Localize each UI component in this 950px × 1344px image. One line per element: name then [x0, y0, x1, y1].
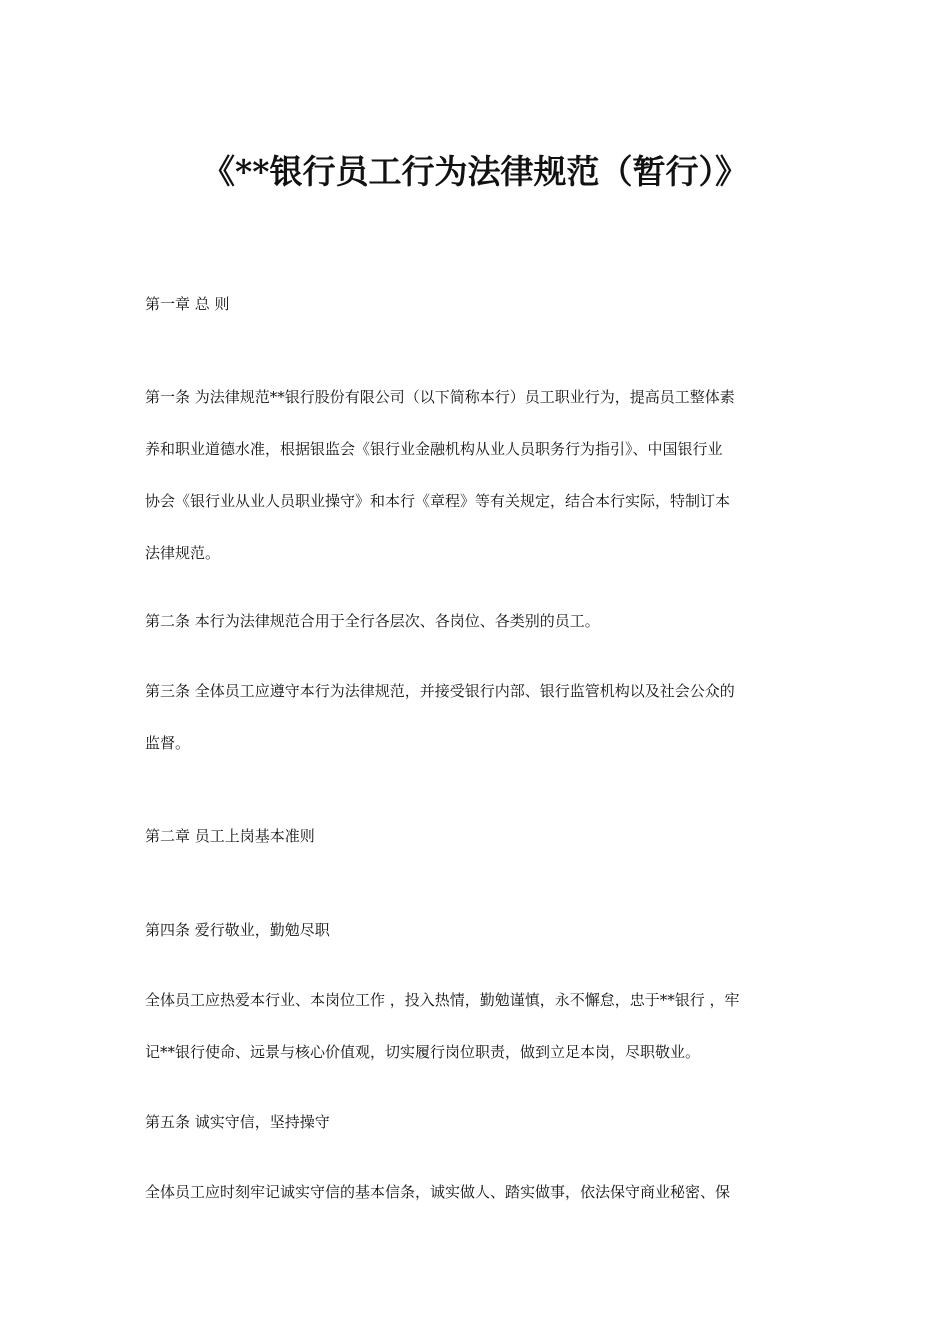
article-4-line-1: 全体员工应热爱本行业、本岗位工作 ，投入热情，勤勉谨慎，永不懈怠，忠于**银行 ，牢 — [145, 991, 740, 1009]
chapter-heading-1: 第一章 总 则 — [145, 295, 230, 313]
chapter-heading-2: 第二章 员工上岗基本准则 — [145, 827, 315, 845]
article-2: 第二条 本行为法律规范合用于全行各层次、各岗位、各类别的员工。 — [145, 612, 600, 630]
article-3-line-1: 第三条 全体员工应遵守本行为法律规范，并接受银行内部、银行监管机构以及社会公众的 — [145, 682, 735, 700]
article-1-line-3: 协会《银行业从业人员职业操守》和本行《章程》等有关规定，结合本行实际，特制订本 — [145, 492, 731, 510]
article-4-heading: 第四条 爱行敬业，勤勉尽职 — [145, 921, 330, 939]
article-1-line-2: 养和职业道德水准，根据银监会《银行业金融机构从业人员职务行为指引》、中国银行业 — [145, 440, 723, 458]
article-4-line-2: 记**银行使命、远景与核心价值观，切实履行岗位职责，做到立足本岗，尽职敬业。 — [145, 1043, 701, 1061]
article-5-line-1: 全体员工应时刻牢记诚实守信的基本信条，诚实做人、踏实做事，依法保守商业秘密、保 — [145, 1183, 731, 1201]
article-1-line-1: 第一条 为法律规范**银行股份有限公司（以下简称本行）员工职业行为，提高员工整体素 — [145, 388, 735, 406]
article-1-line-4: 法律规范。 — [145, 544, 221, 562]
article-3-line-2: 监督。 — [145, 734, 191, 752]
document-title: 《**银行员工行为法律规范（暂行）》 — [201, 152, 748, 192]
article-5-heading: 第五条 诚实守信，坚持操守 — [145, 1113, 330, 1131]
